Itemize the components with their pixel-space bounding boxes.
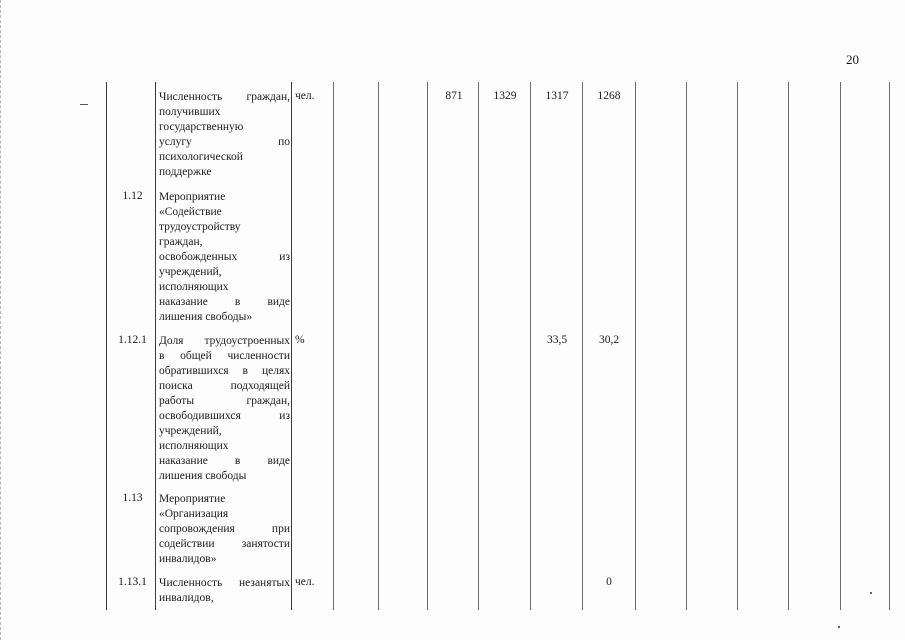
table-rule [478,82,479,610]
table-rule [889,82,890,610]
desc-line: содействии занятости [159,538,290,550]
table-rule [788,82,789,610]
desc-line: исполняющих [159,440,229,452]
row-description [159,492,290,567]
value-cell: 0 [606,576,612,588]
row-description [159,576,290,606]
scan-dot [838,626,840,628]
desc-line: лишения свободы [159,470,247,482]
desc-line: работы граждан, [159,395,290,407]
row-description [159,90,290,180]
desc-line: Численность незанятых [159,577,290,589]
table-rule [333,82,334,610]
desc-line: наказание в виде [159,296,290,308]
table-rule [582,82,583,610]
desc-line: инвалидов» [159,553,217,565]
desc-line: освобожденных из [159,251,290,263]
desc-line: граждан, [159,236,203,248]
row-description [159,190,290,325]
desc-line: инвалидов, [159,592,214,604]
desc-line: Мероприятие [159,493,226,505]
table-rule [427,82,428,610]
value-cell: 1329 [493,90,517,102]
row-unit: % [295,334,305,346]
desc-line: «Организация [159,508,229,520]
value-cell: 871 [445,90,463,102]
table-rule [291,82,292,610]
row-unit: чел. [295,90,315,102]
value-cell: 30,2 [598,334,620,346]
row-unit: чел. [295,576,315,588]
table-rule [378,82,379,610]
desc-line: «Содействие [159,206,222,218]
desc-line: освободившихся из [159,410,290,422]
desc-line: учреждений, [159,425,222,437]
table-rule [686,82,687,610]
desc-line: трудоустройству [159,221,241,233]
value-cell: 1268 [597,90,621,102]
row-number: 1.12 [122,190,143,202]
desc-line: обратившихся в целях [159,365,290,377]
desc-line: поиска подходящей [159,380,290,392]
value-cell: 33,5 [546,334,568,346]
desc-line: Численность граждан, [159,91,290,103]
row-number: 1.13 [122,492,143,504]
desc-line: Мероприятие [159,191,226,203]
desc-line: исполняющих [159,281,229,293]
desc-line: услугу по [159,136,290,148]
desc-line: государственную [159,121,244,133]
scan-dot [870,592,872,594]
desc-line: сопровождения при [159,523,290,535]
row-number: 1.13.1 [118,576,147,588]
desc-line: поддержке [159,166,212,178]
value-cell: 1317 [545,90,569,102]
row-number: 1.12.1 [118,334,147,346]
desc-line: получивших [159,106,221,118]
desc-line: психологической [159,151,243,163]
desc-line: наказание в виде [159,455,290,467]
page-number: 20 [846,52,859,67]
table-rule [155,82,156,610]
table-rule [106,82,107,610]
scan-mark [80,104,88,105]
table-rule [737,82,738,610]
desc-line: в общей численности [159,350,290,362]
table-rule [530,82,531,610]
desc-line: учреждений, [159,266,222,278]
row-description [159,334,290,484]
table-rule [635,82,636,610]
table-rule [840,82,841,610]
desc-line: лишения свободы» [159,311,253,323]
scan-edge-artifact [0,0,4,640]
desc-line: Доля трудоустроенных [159,335,290,347]
